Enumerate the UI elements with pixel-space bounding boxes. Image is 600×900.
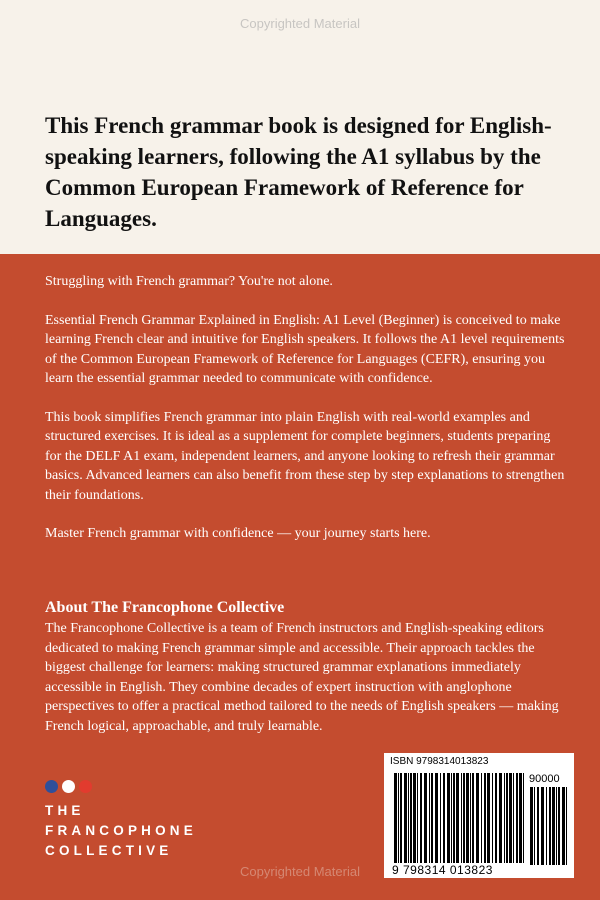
barcode-bar <box>420 773 422 863</box>
barcode-bar <box>534 787 535 865</box>
barcode-bar <box>435 773 438 863</box>
barcode-bar <box>447 773 450 863</box>
barcode-bar <box>513 773 514 863</box>
barcode-bar <box>417 773 418 863</box>
logo-line-collective: COLLECTIVE <box>45 843 173 858</box>
price-code: 90000 <box>529 773 560 785</box>
barcode-bar <box>516 773 518 863</box>
barcode-bar <box>492 773 493 863</box>
barcode-bars <box>394 773 526 863</box>
barcode-bar <box>552 787 555 865</box>
barcode-bar <box>463 773 465 863</box>
barcode-bar <box>509 773 512 863</box>
barcode-bar <box>484 773 486 863</box>
barcode-bar <box>424 773 427 863</box>
watermark-bottom: Copyrighted Material <box>240 864 360 879</box>
barcode-bar <box>537 787 539 865</box>
barcode-bar <box>456 773 459 863</box>
barcode-bar <box>506 773 508 863</box>
barcode-bar <box>558 787 560 865</box>
barcode-bar <box>410 773 412 863</box>
barcode-bar <box>413 773 416 863</box>
description-paragraph: This book simplifies French grammar into plain English with real-world examples and structured exercises. It is ideal as a supplement for complete beginners, students preparing for the DELF A1 exam, independent learners, and anyone looking to refresh their grammar basics. Advanced learners can also benefit from these step by step explanations to strengthen their foundations. <box>45 409 565 503</box>
barcode-bar <box>499 773 502 863</box>
barcode-bar <box>398 773 399 863</box>
barcode-addon-bars <box>530 787 570 865</box>
description-paragraph: Master French grammar with confidence — your journey starts here. <box>45 526 431 541</box>
isbn-digits: 9 798314 013823 <box>392 863 493 877</box>
barcode-bar <box>566 787 567 865</box>
barcode-bar <box>541 787 544 865</box>
barcode-bar <box>440 773 441 863</box>
barcode-bar <box>451 773 452 863</box>
headline: This French grammar book is designed for English-speaking learners, following the A1 syllabus by the Common European Framework of Reference for Languages. <box>45 113 552 231</box>
barcode-bar <box>519 773 522 863</box>
barcode <box>384 753 574 878</box>
barcode-bar <box>476 773 479 863</box>
barcode-bar <box>461 773 462 863</box>
barcode-bar <box>400 773 402 863</box>
logo-dot-red <box>79 780 92 793</box>
barcode-bar <box>549 787 551 865</box>
barcode-bar <box>504 773 505 863</box>
description-paragraph: Essential French Grammar Explained in English: A1 Level (Beginner) is conceived to make learning French clear and intuitive for English speakers. It follows the A1 level requirements of the Common European Framework of Reference for Languages (CEFR), ensuring you learn the essential grammar needed to communicate with confidence. <box>45 312 565 386</box>
description <box>45 272 565 563</box>
barcode-bar <box>453 773 455 863</box>
about-section <box>45 598 565 736</box>
description-paragraph: Struggling with French grammar? You're not alone. <box>45 274 333 289</box>
logo-dot-blue <box>45 780 58 793</box>
barcode-bar <box>562 787 565 865</box>
publisher-logo <box>45 780 197 861</box>
barcode-bar <box>404 773 407 863</box>
watermark-top: Copyrighted Material <box>240 16 360 31</box>
barcode-bar <box>431 773 433 863</box>
barcode-bar <box>546 787 547 865</box>
barcode-bar <box>495 773 497 863</box>
barcode-bar <box>408 773 409 863</box>
logo-line-francophone: FRANCOPHONE <box>45 823 197 838</box>
barcode-bar <box>481 773 482 863</box>
barcode-bar <box>556 787 557 865</box>
logo-dots <box>45 780 197 793</box>
barcode-bar <box>470 773 471 863</box>
barcode-bar <box>394 773 397 863</box>
logo-dot-white <box>62 780 75 793</box>
isbn-label: ISBN 9798314013823 <box>390 756 489 767</box>
barcode-bar <box>472 773 474 863</box>
barcode-bar <box>429 773 430 863</box>
barcode-bar <box>466 773 469 863</box>
barcode-bar <box>443 773 445 863</box>
about-heading: About The Francophone Collective <box>45 599 285 616</box>
barcode-bar <box>523 773 524 863</box>
about-text: The Francophone Collective is a team of French instructors and English-speaking editors dedicated to making French grammar simple and accessible. Their approach tackles the biggest challenge for learners: making structured grammar explanations immediately accessible in English. They combine decades of expert instruction with anglophone perspectives to offer a practical method tailored to the needs of English speakers — making French logical, approachable, and truly learnable. <box>45 621 559 734</box>
barcode-bar <box>530 787 533 865</box>
logo-line-the: THE <box>45 803 85 818</box>
barcode-bar <box>487 773 490 863</box>
